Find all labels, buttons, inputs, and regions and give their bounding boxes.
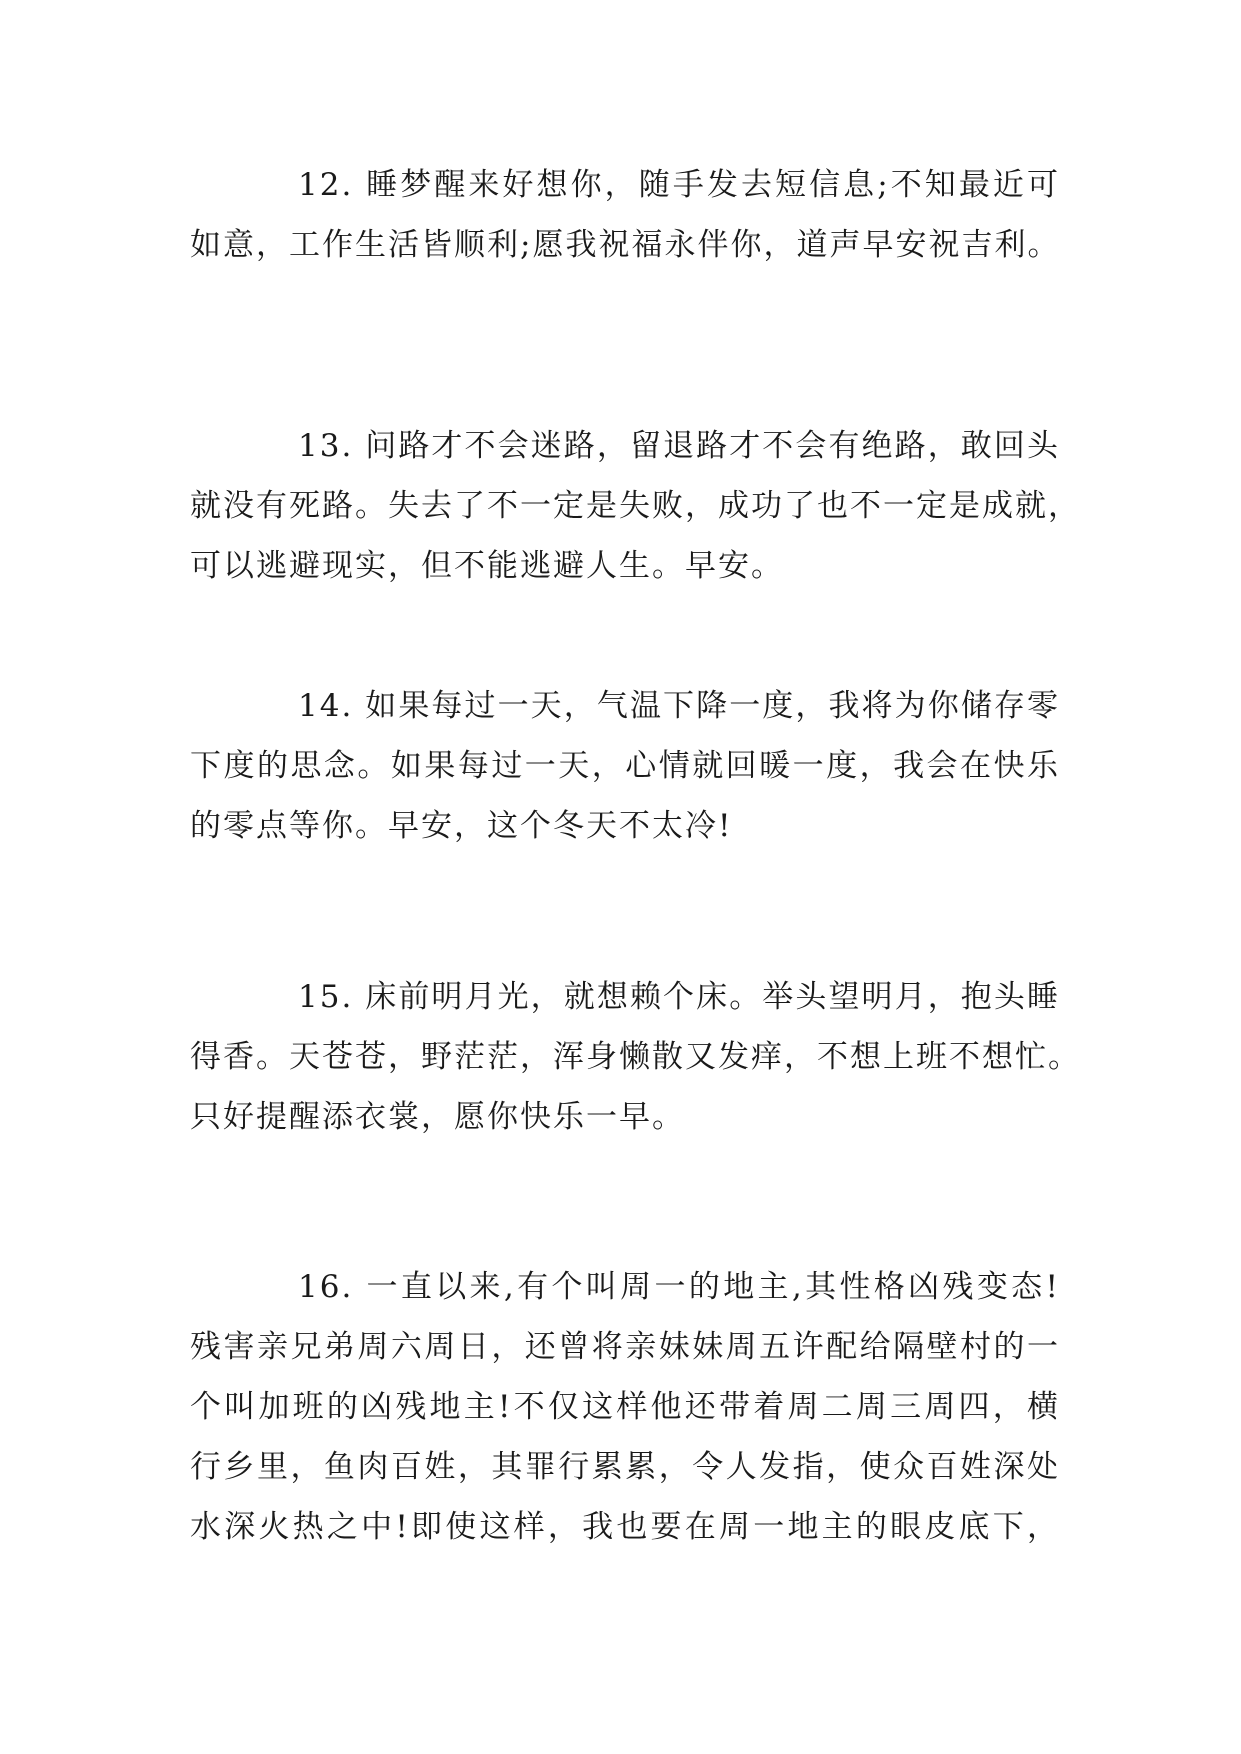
paragraph-15 [190,967,1081,1147]
paragraph-line: 13. 问路才不会迷路，留退路才不会有绝路，敢回头 [298,428,1060,464]
paragraph-line: 的零点等你。早安，这个冬天不太冷! [190,808,733,844]
paragraph-line: 残害亲兄弟周六周日，还曾将亲妹妹周五许配给隔壁村的一 [190,1329,1060,1365]
paragraph-line: 15. 床前明月光，就想赖个床。举头望明月，抱头睡 [298,979,1060,1015]
paragraph-line: 个叫加班的凶残地主!不仅这样他还带着周二周三周四，横 [190,1389,1060,1425]
paragraph-line: 14. 如果每过一天，气温下降一度，我将为你储存零 [298,688,1060,724]
paragraph-12 [190,155,1060,275]
paragraph-line: 只好提醒添衣裳，愿你快乐一早。 [190,1099,685,1135]
paragraph-line: 16. 一直以来,有个叫周一的地主,其性格凶残变态! [298,1269,1060,1305]
paragraph-line: 下度的思念。如果每过一天，心情就回暖一度，我会在快乐 [190,748,1060,784]
paragraph-line: 水深火热之中!即使这样，我也要在周一地主的眼皮底下， [190,1509,1060,1545]
paragraph-14 [190,676,1060,856]
paragraph-line: 可以逃避现实，但不能逃避人生。早安。 [190,548,784,584]
paragraph-line: 行乡里，鱼肉百姓，其罪行累累，令人发指，使众百姓深处 [190,1449,1060,1485]
paragraph-line: 12. 睡梦醒来好想你，随手发去短信息;不知最近可 [298,167,1060,203]
paragraph-line: 如意，工作生活皆顺利;愿我祝福永伴你，道声早安祝吉利。 [190,227,1061,263]
paragraph-13 [190,416,1081,596]
paragraph-line: 得香。天苍苍，野茫茫，浑身懒散又发痒，不想上班不想忙。 [190,1039,1081,1075]
paragraph-16 [190,1257,1060,1557]
paragraph-line: 就没有死路。失去了不一定是失败，成功了也不一定是成就， [190,488,1081,524]
